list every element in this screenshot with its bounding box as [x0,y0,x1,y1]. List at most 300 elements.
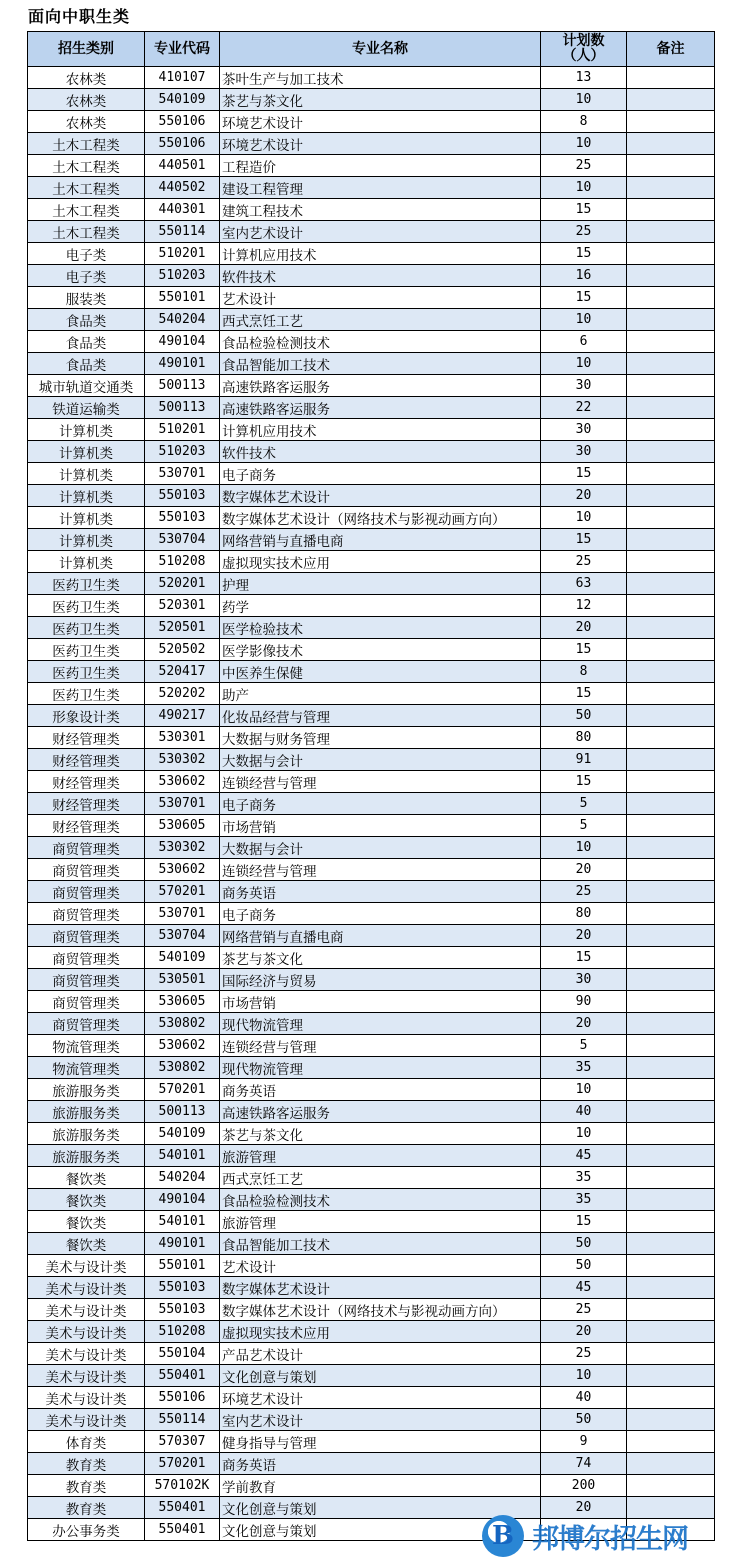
cell-name: 旅游管理 [220,1211,541,1233]
cell-category: 医药卫生类 [28,639,145,661]
cell-count: 80 [541,903,627,925]
cell-name: 软件技术 [220,265,541,287]
cell-note [627,243,715,265]
table-row [28,1057,715,1079]
cell-category: 美术与设计类 [28,1409,145,1431]
table-row [28,397,715,419]
table-row [28,1255,715,1277]
cell-note [627,793,715,815]
cell-count: 45 [541,1277,627,1299]
cell-note [627,1233,715,1255]
cell-count: 10 [541,507,627,529]
cell-count: 25 [541,551,627,573]
cell-code: 530802 [145,1057,220,1079]
cell-name: 电子商务 [220,463,541,485]
cell-name: 健身指导与管理 [220,1431,541,1453]
cell-code: 550106 [145,111,220,133]
table-row [28,815,715,837]
cell-code: 520501 [145,617,220,639]
cell-code: 540101 [145,1211,220,1233]
table-header-row [28,32,715,67]
table-row [28,881,715,903]
cell-code: 410107 [145,67,220,89]
cell-note [627,199,715,221]
cell-name: 环境艺术设计 [220,133,541,155]
cell-name: 连锁经营与管理 [220,771,541,793]
cell-count: 35 [541,1057,627,1079]
cell-note [627,265,715,287]
table-row [28,705,715,727]
cell-note [627,375,715,397]
table-row [28,749,715,771]
cell-category: 食品类 [28,309,145,331]
cell-name: 建筑工程技术 [220,199,541,221]
cell-name: 艺术设计 [220,1255,541,1277]
cell-category: 旅游服务类 [28,1101,145,1123]
cell-note [627,639,715,661]
cell-name: 现代物流管理 [220,1013,541,1035]
cell-note [627,617,715,639]
cell-name: 网络营销与直播电商 [220,925,541,947]
cell-name: 室内艺术设计 [220,1409,541,1431]
cell-name: 数字媒体艺术设计（网络技术与影视动画方向） [220,507,541,529]
watermark [482,1512,727,1560]
table-row [28,595,715,617]
cell-code: 520502 [145,639,220,661]
cell-category: 食品类 [28,353,145,375]
cell-note [627,1013,715,1035]
cell-code: 530802 [145,1013,220,1035]
cell-name: 国际经济与贸易 [220,969,541,991]
cell-count: 25 [541,221,627,243]
cell-name: 旅游管理 [220,1145,541,1167]
cell-category: 美术与设计类 [28,1365,145,1387]
cell-note [627,837,715,859]
cell-category: 计算机类 [28,463,145,485]
cell-name: 计算机应用技术 [220,243,541,265]
cell-count: 15 [541,771,627,793]
header-name: 专业名称 [220,32,541,67]
cell-code: 510208 [145,551,220,573]
cell-note [627,1255,715,1277]
cell-note [627,947,715,969]
cell-count: 30 [541,969,627,991]
cell-code: 550106 [145,1387,220,1409]
cell-name: 药学 [220,595,541,617]
table-row [28,661,715,683]
cell-count: 80 [541,727,627,749]
table-row [28,903,715,925]
cell-category: 计算机类 [28,419,145,441]
cell-note [627,1211,715,1233]
cell-note [627,287,715,309]
cell-category: 旅游服务类 [28,1145,145,1167]
cell-code: 550103 [145,1277,220,1299]
cell-category: 食品类 [28,331,145,353]
cell-count: 12 [541,595,627,617]
cell-code: 550106 [145,133,220,155]
cell-name: 市场营销 [220,815,541,837]
cell-code: 530701 [145,793,220,815]
cell-name: 助产 [220,683,541,705]
cell-name: 食品智能加工技术 [220,353,541,375]
table-row [28,155,715,177]
cell-category: 办公事务类 [28,1519,145,1541]
cell-count: 15 [541,463,627,485]
cell-code: 540204 [145,1167,220,1189]
cell-count: 15 [541,243,627,265]
cell-count: 5 [541,815,627,837]
cell-name: 商务英语 [220,1079,541,1101]
cell-name: 电子商务 [220,903,541,925]
cell-note [627,89,715,111]
cell-code: 440301 [145,199,220,221]
cell-category: 财经管理类 [28,815,145,837]
cell-name: 环境艺术设计 [220,1387,541,1409]
cell-category: 物流管理类 [28,1057,145,1079]
cell-note [627,749,715,771]
cell-code: 570307 [145,1431,220,1453]
cell-category: 计算机类 [28,529,145,551]
watermark-text: 邦博尔招生网 [532,1523,688,1555]
cell-count: 8 [541,111,627,133]
cell-name: 高速铁路客运服务 [220,375,541,397]
cell-code: 530701 [145,463,220,485]
table-row [28,1387,715,1409]
cell-name: 现代物流管理 [220,1057,541,1079]
table-row [28,287,715,309]
table-row [28,529,715,551]
cell-name: 西式烹饪工艺 [220,309,541,331]
cell-name: 商务英语 [220,1453,541,1475]
cell-category: 农林类 [28,89,145,111]
cell-count: 25 [541,155,627,177]
table-row [28,573,715,595]
cell-category: 电子类 [28,265,145,287]
table-row [28,1189,715,1211]
cell-category: 餐饮类 [28,1211,145,1233]
cell-note [627,111,715,133]
header-count: 计划数 （人） [541,32,627,67]
page-title: 面向中职生类 [28,7,131,26]
table-row [28,265,715,287]
cell-name: 食品检验检测技术 [220,331,541,353]
table-row [28,309,715,331]
cell-name: 茶艺与茶文化 [220,947,541,969]
table-row [28,1211,715,1233]
cell-count: 74 [541,1453,627,1475]
table-row [28,947,715,969]
cell-note [627,529,715,551]
cell-category: 计算机类 [28,485,145,507]
cell-note [627,705,715,727]
cell-count: 10 [541,177,627,199]
cell-note [627,595,715,617]
cell-code: 490217 [145,705,220,727]
cell-code: 490104 [145,331,220,353]
cell-note [627,67,715,89]
cell-category: 商贸管理类 [28,969,145,991]
cell-code: 510201 [145,243,220,265]
cell-name: 大数据与财务管理 [220,727,541,749]
cell-code: 520202 [145,683,220,705]
cell-count: 91 [541,749,627,771]
cell-category: 农林类 [28,111,145,133]
cell-count: 13 [541,67,627,89]
cell-name: 环境艺术设计 [220,111,541,133]
cell-category: 财经管理类 [28,771,145,793]
cell-code: 540204 [145,309,220,331]
cell-count: 10 [541,89,627,111]
cell-code: 540109 [145,89,220,111]
cell-code: 520417 [145,661,220,683]
cell-code: 530704 [145,925,220,947]
table-row [28,1431,715,1453]
cell-code: 530602 [145,771,220,793]
cell-note [627,1431,715,1453]
cell-count: 25 [541,881,627,903]
cell-name: 建设工程管理 [220,177,541,199]
cell-count: 45 [541,1145,627,1167]
cell-category: 美术与设计类 [28,1299,145,1321]
cell-note [627,1409,715,1431]
cell-note [627,1035,715,1057]
cell-name: 高速铁路客运服务 [220,397,541,419]
cell-category: 商贸管理类 [28,991,145,1013]
table-row [28,859,715,881]
cell-category: 土木工程类 [28,133,145,155]
table-row [28,1409,715,1431]
cell-note [627,1079,715,1101]
cell-name: 食品检验检测技术 [220,1189,541,1211]
table-row [28,507,715,529]
cell-name: 医学影像技术 [220,639,541,661]
cell-count: 5 [541,793,627,815]
cell-code: 530701 [145,903,220,925]
cell-count: 35 [541,1189,627,1211]
cell-note [627,925,715,947]
cell-count: 25 [541,1299,627,1321]
cell-name: 护理 [220,573,541,595]
enrollment-plan-table [27,31,715,1541]
header-note: 备注 [627,32,715,67]
table-row [28,991,715,1013]
cell-category: 土木工程类 [28,155,145,177]
cell-count: 10 [541,837,627,859]
cell-category: 美术与设计类 [28,1321,145,1343]
cell-name: 中医养生保健 [220,661,541,683]
cell-count: 10 [541,309,627,331]
table-row [28,1013,715,1035]
table-row [28,1035,715,1057]
cell-count: 50 [541,705,627,727]
cell-name: 大数据与会计 [220,837,541,859]
table-row [28,1277,715,1299]
cell-count: 20 [541,925,627,947]
cell-name: 数字媒体艺术设计 [220,485,541,507]
cell-name: 计算机应用技术 [220,419,541,441]
cell-note [627,419,715,441]
cell-count: 10 [541,1123,627,1145]
cell-category: 旅游服务类 [28,1079,145,1101]
table-row [28,1475,715,1497]
cell-category: 计算机类 [28,507,145,529]
cell-count: 10 [541,353,627,375]
cell-code: 500113 [145,1101,220,1123]
table-row [28,353,715,375]
cell-name: 网络营销与直播电商 [220,529,541,551]
cell-code: 530602 [145,1035,220,1057]
cell-code: 570102K [145,1475,220,1497]
cell-category: 医药卫生类 [28,683,145,705]
cell-name: 茶叶生产与加工技术 [220,67,541,89]
cell-code: 550101 [145,1255,220,1277]
cell-category: 医药卫生类 [28,573,145,595]
cell-category: 医药卫生类 [28,661,145,683]
cell-note [627,903,715,925]
cell-count: 15 [541,1211,627,1233]
cell-note [627,573,715,595]
cell-category: 计算机类 [28,441,145,463]
table-row [28,221,715,243]
table-row [28,1101,715,1123]
cell-name: 软件技术 [220,441,541,463]
table-row [28,67,715,89]
cell-note [627,331,715,353]
cell-code: 550101 [145,287,220,309]
cell-count: 10 [541,133,627,155]
cell-category: 商贸管理类 [28,903,145,925]
cell-note [627,991,715,1013]
cell-note [627,507,715,529]
table-row [28,639,715,661]
header-category: 招生类别 [28,32,145,67]
cell-code: 520201 [145,573,220,595]
table-row [28,1321,715,1343]
cell-category: 计算机类 [28,551,145,573]
cell-count: 15 [541,529,627,551]
cell-note [627,1321,715,1343]
cell-count: 35 [541,1167,627,1189]
watermark-logo-icon: B [482,1515,524,1557]
cell-code: 550103 [145,507,220,529]
cell-count: 15 [541,199,627,221]
cell-count: 8 [541,661,627,683]
cell-code: 540109 [145,1123,220,1145]
table-row [28,419,715,441]
cell-name: 化妆品经营与管理 [220,705,541,727]
cell-code: 510203 [145,441,220,463]
cell-category: 土木工程类 [28,199,145,221]
header-code: 专业代码 [145,32,220,67]
cell-count: 20 [541,1013,627,1035]
cell-name: 虚拟现实技术应用 [220,1321,541,1343]
cell-note [627,133,715,155]
table-row [28,1079,715,1101]
cell-note [627,1057,715,1079]
cell-count: 10 [541,1365,627,1387]
cell-code: 500113 [145,397,220,419]
cell-code: 530605 [145,991,220,1013]
cell-code: 530501 [145,969,220,991]
cell-code: 530605 [145,815,220,837]
cell-name: 虚拟现实技术应用 [220,551,541,573]
cell-category: 餐饮类 [28,1189,145,1211]
table-row [28,727,715,749]
cell-note [627,177,715,199]
cell-code: 510201 [145,419,220,441]
cell-name: 学前教育 [220,1475,541,1497]
table-row [28,551,715,573]
cell-category: 美术与设计类 [28,1255,145,1277]
cell-category: 财经管理类 [28,749,145,771]
table-row [28,463,715,485]
cell-code: 550104 [145,1343,220,1365]
cell-note [627,1277,715,1299]
cell-name: 艺术设计 [220,287,541,309]
table-row [28,793,715,815]
cell-count: 15 [541,683,627,705]
cell-category: 医药卫生类 [28,595,145,617]
cell-code: 570201 [145,881,220,903]
cell-note [627,1167,715,1189]
cell-note [627,397,715,419]
cell-count: 22 [541,397,627,419]
cell-count: 200 [541,1475,627,1497]
table-row [28,331,715,353]
cell-count: 20 [541,485,627,507]
cell-note [627,815,715,837]
cell-code: 550114 [145,221,220,243]
cell-note [627,1475,715,1497]
cell-category: 商贸管理类 [28,1013,145,1035]
cell-note [627,1299,715,1321]
cell-count: 20 [541,1321,627,1343]
table-body [28,67,715,1541]
cell-code: 570201 [145,1079,220,1101]
cell-note [627,1365,715,1387]
cell-count: 9 [541,1431,627,1453]
cell-name: 室内艺术设计 [220,221,541,243]
cell-count: 10 [541,1079,627,1101]
cell-name: 文化创意与策划 [220,1519,541,1541]
cell-code: 530302 [145,749,220,771]
cell-category: 美术与设计类 [28,1343,145,1365]
table-row [28,683,715,705]
table-row [28,243,715,265]
cell-count: 50 [541,1233,627,1255]
table-row [28,837,715,859]
cell-name: 西式烹饪工艺 [220,1167,541,1189]
cell-category: 餐饮类 [28,1167,145,1189]
cell-note [627,463,715,485]
table-row [28,1123,715,1145]
cell-count: 40 [541,1101,627,1123]
cell-name: 食品智能加工技术 [220,1233,541,1255]
cell-code: 550401 [145,1365,220,1387]
cell-category: 土木工程类 [28,177,145,199]
cell-note [627,1189,715,1211]
cell-category: 旅游服务类 [28,1123,145,1145]
cell-note [627,1123,715,1145]
cell-code: 530302 [145,837,220,859]
table-row [28,1453,715,1475]
cell-code: 510208 [145,1321,220,1343]
cell-note [627,551,715,573]
cell-note [627,309,715,331]
cell-name: 文化创意与策划 [220,1365,541,1387]
cell-name: 数字媒体艺术设计 [220,1277,541,1299]
